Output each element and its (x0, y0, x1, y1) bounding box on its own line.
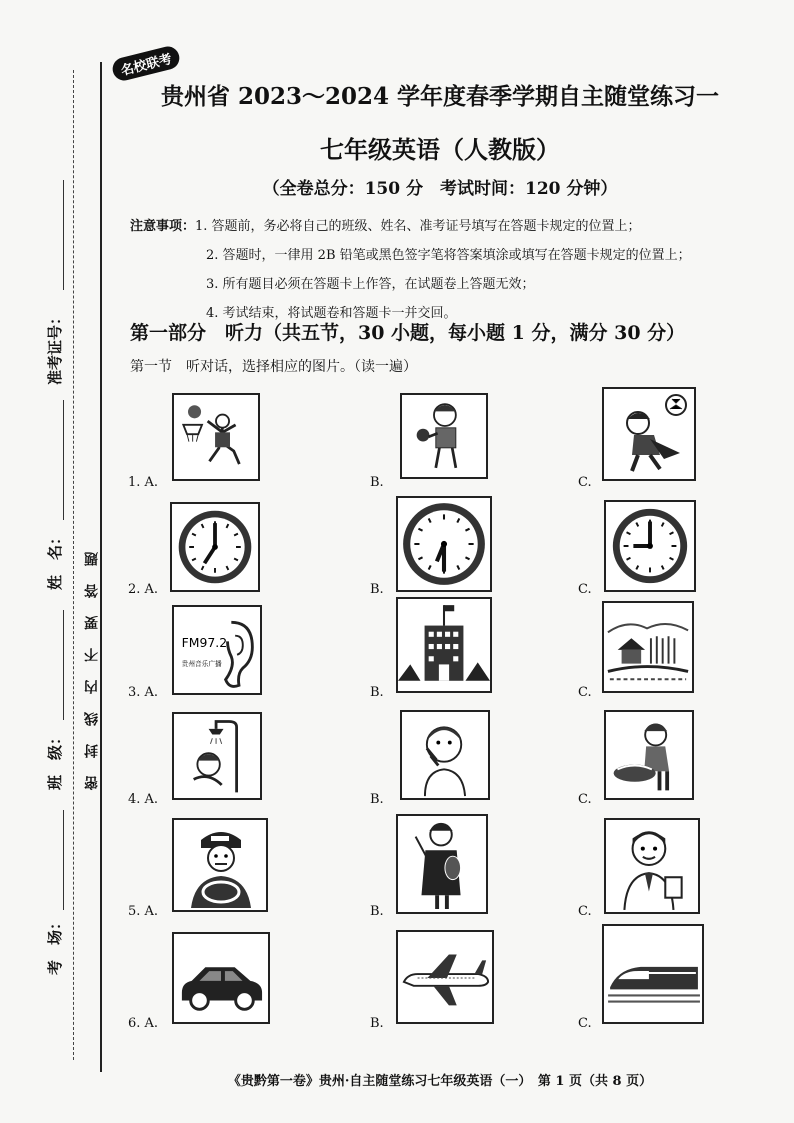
name-line (63, 400, 64, 520)
class-label: 班 级： (46, 729, 64, 790)
class-line (63, 610, 64, 720)
question-row (128, 605, 768, 705)
option-b-label: B. (370, 792, 384, 807)
option-b-label: B. (370, 475, 384, 490)
page-footer: 《贵黔第一卷》贵州·自主随堂练习七年级英语（一） 第 1 页（共 8 页） (227, 1074, 653, 1089)
exam-number-label: 准考证号： (46, 309, 64, 385)
shower-icon[interactable] (172, 712, 262, 800)
basketball-player-icon[interactable] (172, 393, 260, 481)
question-number: 3. A. (128, 685, 159, 700)
brushing-teeth-icon[interactable] (400, 710, 490, 800)
option-c-label: C. (578, 582, 592, 597)
doctor-icon[interactable] (604, 818, 700, 914)
farm-landscape-icon[interactable] (602, 601, 694, 693)
radio-fm-icon[interactable] (172, 605, 262, 695)
instruction-item: 4. 考试结束，将试题卷和答题卡一并交回。 (206, 306, 457, 321)
option-b-label: B. (370, 1016, 384, 1031)
seal-warning: 密封线内不要答题 (84, 534, 100, 790)
joint-exam-badge: 名校联考 (110, 44, 182, 83)
seal-line (73, 70, 74, 1060)
part-heading: 第一部分 听力（共五节，30 小题，每小题 1 分，满分 30 分） (130, 322, 686, 344)
question-row (128, 712, 768, 812)
question-row (128, 500, 768, 600)
clock-seven-thirty-icon[interactable] (396, 496, 492, 592)
car-icon[interactable] (172, 932, 270, 1024)
airplane-icon[interactable] (396, 930, 494, 1024)
exam-info: （全卷总分：150 分 考试时间：120 分钟） (262, 179, 618, 199)
option-c-label: C. (578, 792, 592, 807)
binding-margin (0, 0, 110, 1123)
option-b-label: B. (370, 904, 384, 919)
washing-clothes-icon[interactable] (604, 710, 694, 800)
instruction-item: 2. 答题时，一律用 2B 铅笔或黑色签字笔将答案填涂或填写在答题卡规定的位置上； (206, 248, 691, 263)
option-c-label: C. (578, 685, 592, 700)
driver-icon[interactable] (172, 818, 268, 912)
question-row (128, 930, 768, 1030)
soccer-player-icon[interactable] (602, 387, 696, 481)
option-c-label: C. (578, 904, 592, 919)
subject-title: 七年级英语（人教版） (320, 135, 560, 164)
violinist-icon[interactable] (396, 814, 488, 914)
option-c-label: C. (578, 1016, 592, 1031)
option-b-label: B. (370, 685, 384, 700)
table-tennis-player-icon[interactable] (400, 393, 488, 479)
question-row (128, 393, 768, 493)
exam-number-line (63, 180, 64, 290)
instructions (130, 212, 691, 328)
train-icon[interactable] (602, 924, 704, 1024)
question-row (128, 818, 768, 918)
question-number: 5. A. (128, 904, 159, 919)
room-label: 考 场： (46, 914, 64, 975)
instructions-heading: 注意事项： (130, 219, 196, 234)
question-number: 2. A. (128, 582, 159, 597)
radio-station-name: 贵州音乐广播 (181, 660, 222, 669)
instruction-item: 1. 答题前，务必将自己的班级、姓名、准考证号填写在答题卡规定的位置上； (195, 219, 641, 234)
instruction-item: 3. 所有题目必须在答题卡上作答，在试题卷上答题无效； (206, 277, 535, 292)
clock-nine-icon[interactable] (604, 500, 696, 592)
section-heading: 第一节 听对话，选择相应的图片。（读一遍） (130, 359, 417, 375)
option-b-label: B. (370, 582, 384, 597)
school-building-icon[interactable] (396, 597, 492, 693)
exam-title: 贵州省 2023～2024 学年度春季学期自主随堂练习一 (160, 83, 720, 110)
question-number: 6. A. (128, 1016, 159, 1031)
radio-frequency: FM97.2 (181, 635, 228, 651)
clock-seven-icon[interactable] (170, 502, 260, 592)
question-number: 4. A. (128, 792, 159, 807)
option-c-label: C. (578, 475, 592, 490)
name-label: 姓 名： (46, 529, 64, 590)
question-number: 1. A. (128, 475, 159, 490)
room-line (63, 810, 64, 910)
